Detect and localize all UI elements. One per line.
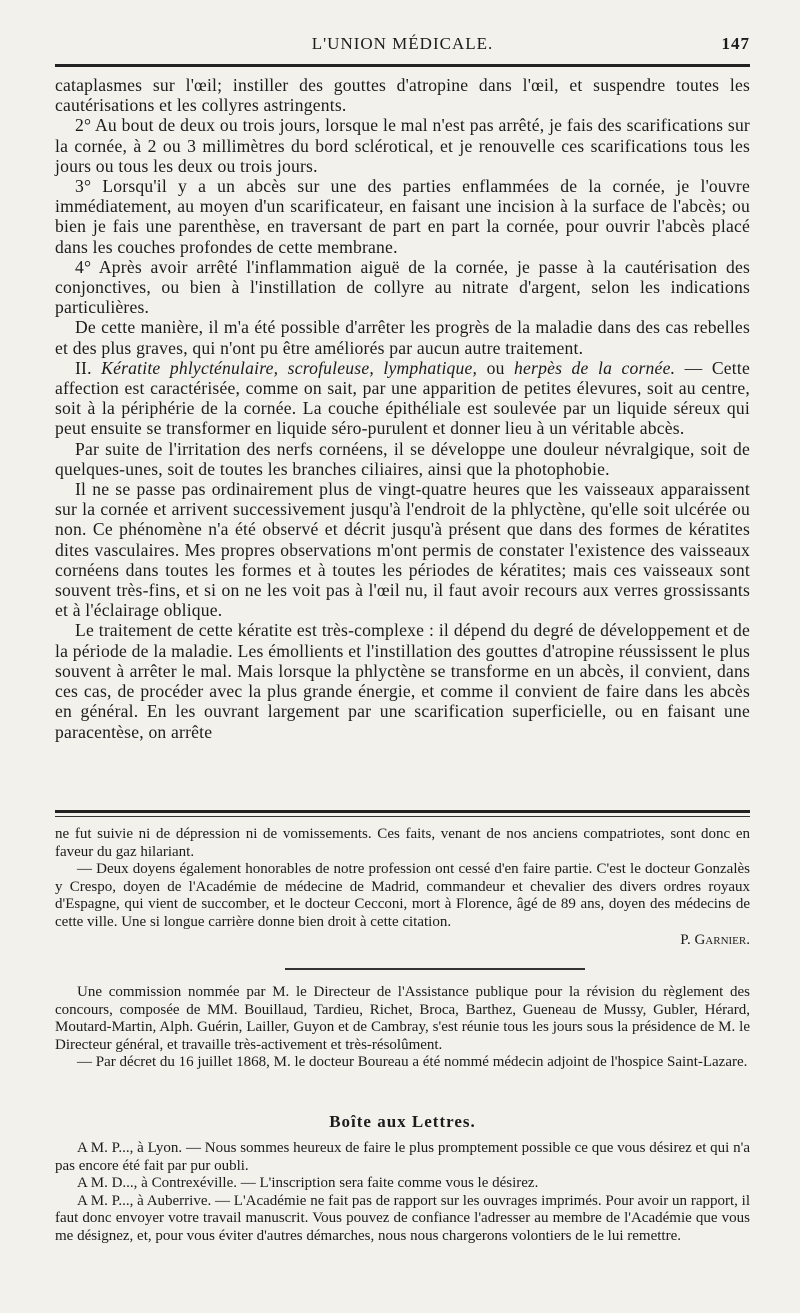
article-paragraph: 2° Au bout de deux ou trois jours, lorsque le mal n'est pas arrêté, je fais des scarifications sur la cornée, à 2 ou 3 millimètres du bord sclérotical, et je renouvelle ces scarifications tous les jours ou tous les deux ou trois jours. (55, 115, 750, 176)
mailbox-letter: A M. P..., à Lyon. — Nous sommes heureux de faire le plus promptement possible ce que vous désirez et qui n'a pas encore été fait par pur oubli. (55, 1140, 750, 1174)
mailbox-heading: Boîte aux Lettres. (329, 1112, 476, 1131)
section-title-alt: herpès de la cornée. (514, 357, 676, 378)
section-divider-bottom (55, 816, 750, 817)
article-paragraph: Par suite de l'irritation des nerfs cornéens, il se développe une douleur névralgique, soit de quelques-unes, soit de toutes les branches ciliaires, ainsi que la photophobie. (55, 438, 750, 479)
mailbox-letter: A M. D..., à Contrexéville. — L'inscription sera faite comme vous le désirez. (77, 1175, 539, 1192)
mailbox-section (55, 1140, 750, 1246)
news-signature (55, 932, 750, 950)
news-section (55, 826, 750, 949)
journal-title: L'UNION MÉDICALE. (311, 34, 494, 53)
signature-name: P. Garnier. (680, 931, 750, 948)
section-number: II. (75, 357, 92, 378)
section-text: — Cette affection est caractérisée, comme on sait, par une apparition de petites élevures, soit au centre, soit à la périphérie de la cornée. La couche épithéliale est soulevée par un liquide séreux qui peut ensuite se transformer en liquide séro-purulent et donner lieu à un véritable abcès. (55, 357, 750, 439)
news-section-2 (55, 984, 750, 1072)
section-title: Kératite phlycténulaire, scrofuleuse, lymphatique, (101, 357, 478, 378)
section-ii-paragraph (55, 358, 750, 439)
article-paragraph: cataplasmes sur l'œil; instiller des gouttes d'atropine dans l'œil, et suspendre toutes les cautérisations et les collyres astringents. (55, 75, 750, 116)
header-rule (55, 64, 750, 67)
article-body (55, 75, 750, 742)
mailbox-letter: A M. P..., à Auberrive. — L'Académie ne fait pas de rapport sur les ouvrages imprimés. Pour avoir un rapport, il faut donc envoyer votre travail manuscrit. Vous pouvez de confiance l'adresser au membre de l'Académie que vous me désignez, et, pour vous éviter d'autres démarches, nous nous chargerons volontiers de le lui remettre. (55, 1192, 750, 1244)
news-continuation: ne fut suivie ni de dépression ni de vomissements. Ces faits, venant de nos anciens compatriotes, sont donc en faveur du gaz hilariant. (55, 826, 750, 860)
article-paragraph: Le traitement de cette kératite est très-complexe : il dépend du degré de développement et de la période de la maladie. Les émollients et l'instillation des gouttes d'atropine réussissent le plus souvent à arrêter le mal. Mais lorsque la phlyctène se transforme en un abcès, il convient, dans ces cas, de procéder avec la plus grande énergie, et comme il convient de faire dans les abcès en général. En les ouvrant largement par une scarification superficielle, ou en faisant une paracentèse, on arrête (55, 620, 750, 742)
page-number: 147 (721, 34, 750, 53)
news-item-commission: Une commission nommée par M. le Directeur de l'Assistance publique pour la révision du règlement des concours, composée de MM. Bouillaud, Tardieu, Richet, Broca, Barthez, Gueneau de Mussy, Gubler, Hérard, Moutard-Martin, Alph. Guérin, Lailler, Guyon et de Cambray, s'est réunie tous les jours sous la présidence de M. le Directeur général, et travaille très-activement et très-résolûment. (55, 984, 750, 1053)
news-divider (285, 968, 585, 970)
article-paragraph: 4° Après avoir arrêté l'inflammation aiguë de la cornée, je passe à la cautérisation des conjonctives, ou bien à l'instillation de collyre au nitrate d'argent, selon les indications particulières. (55, 256, 750, 318)
news-item-doyens: — Deux doyens également honorables de notre profession ont cessé d'en faire partie. C'est le docteur Gonzalès y Crespo, doyen de l'Académie de médecine de Madrid, commandeur et chevalier des divers ordres royaux d'Espagne, qui vient de succomber, et le docteur Cecconi, mort à Florence, âgé de 89 ans, doyen des médecins de cette ville. Une si longue carrière donne bien droit à cette citation. (55, 861, 750, 930)
section-divider-top (55, 810, 750, 813)
article-paragraph: 3° Lorsqu'il y a un abcès sur une des parties enflammées de la cornée, je l'ouvre immédiatement, au moyen d'un scarificateur, en faisant une incision à la surface de l'abcès; ou bien je fais une parenthèse, en traversant de part en part la cornée, pour ouvrir l'abcès placé dans les couches profondes de cette membrane. (55, 176, 750, 257)
article-paragraph: Il ne se passe pas ordinairement plus de vingt-quatre heures que les vaisseaux apparaissent sur la cornée et arrivent successivement jusqu'à l'endroit de la phlyctène, qu'elle soit ulcérée ou non. Ce phénomène n'a été observé et décrit jusqu'à présent que dans des formes de kératites dites vasculaires. Mes propres observations m'ont permis de constater l'existence des vaisseaux cornéens dans toutes les formes et à toutes les périodes de kératites; mais ces vaisseaux sont souvent très-fins, et si on ne les voit pas à l'œil nu, il faut avoir recours aux verres grossissants et à l'éclairage oblique. (55, 479, 750, 621)
running-head (55, 34, 750, 58)
news-item-decret: — Par décret du 16 juillet 1868, M. le docteur Boureau a été nommé médecin adjoint de l'hospice Saint-Lazare. (77, 1054, 748, 1071)
article-paragraph: De cette manière, il m'a été possible d'arrêter les progrès de la maladie dans des cas rebelles et des plus graves, qui n'ont pu être améliorés par aucun autre traitement. (55, 317, 750, 358)
section-title-or: ou (486, 357, 505, 378)
